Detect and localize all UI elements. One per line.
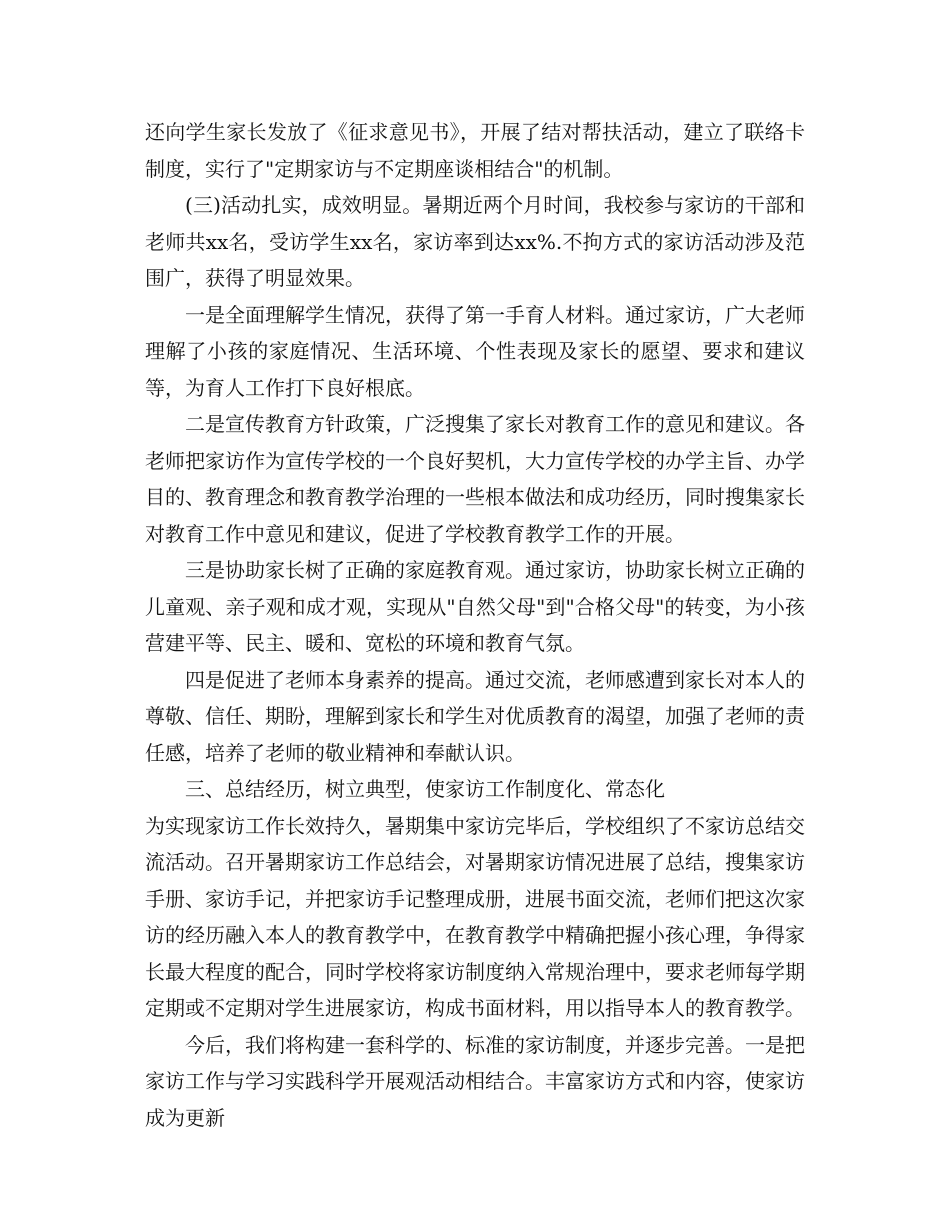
paragraph: 二是宣传教育方针政策，广泛搜集了家长对教育工作的意见和建议。各老师把家访作为宣传学校的一个良好契机，大力宣传学校的办学主旨、办学目的、教育理念和教育教学治理的一些根本做法和成功经历，同时搜集家长对教育工作中意见和建议，促进了学校教育教学工作的开展。 — [145, 412, 805, 546]
paragraph: (三)活动扎实，成效明显。暑期近两个月时间，我校参与家访的干部和老师共xx名，受访学生xx名，家访率到达xx%.不拘方式的家访活动涉及范围广，获得了明显效果。 — [145, 193, 805, 290]
paragraph: 三是协助家长树了正确的家庭教育观。通过家访，协助家长树立正确的儿童观、亲子观和成才观，实现从"自然父母"到"合格父母"的转变，为小孩营建平等、民主、暖和、宽松的环境和教育气氛。 — [145, 558, 805, 655]
section-heading: 三、总结经历，树立典型，使家访工作制度化、常态化 — [185, 777, 665, 801]
document-body — [145, 114, 805, 1136]
paragraph: 一是全面理解学生情况，获得了第一手育人材料。通过家访，广大老师理解了小孩的家庭情况、生活环境、个性表现及家长的愿望、要求和建议等，为育人工作打下良好根底。 — [145, 302, 805, 400]
paragraph: 今后，我们将构建一套科学的、标准的家访制度，并逐步完善。一是把家访工作与学习实践科学开展观活动相结合。丰富家访方式和内容，使家访成为更新 — [145, 1032, 805, 1130]
paragraph: 为实现家访工作长效持久，暑期集中家访完毕后，学校组织了不家访总结交流活动。召开暑期家访工作总结会，对暑期家访情况进展了总结，搜集家访手册、家访手记，并把家访手记整理成册，进展书面交流，老师们把这次家访的经历融入本人的教育教学中，在教育教学中精确把握小孩心理，争得家长最大程度的配合，同时学校将家访制度纳入常规治理中，要求老师每学期定期或不定期对学生进展家访，构成书面材料，用以指导本人的教育教学。 — [145, 813, 805, 1020]
paragraph: 四是促进了老师本身素养的提高。通过交流，老师感遭到家长对本人的尊敬、信任、期盼，理解到家长和学生对优质教育的渴望，加强了老师的责任感，培养了老师的敬业精神和奉献认识。 — [145, 667, 805, 765]
paragraph: 还向学生家长发放了《征求意见书》，开展了结对帮扶活动，建立了联络卡制度，实行了"定期家访与不定期座谈相结合"的机制。 — [145, 120, 805, 181]
